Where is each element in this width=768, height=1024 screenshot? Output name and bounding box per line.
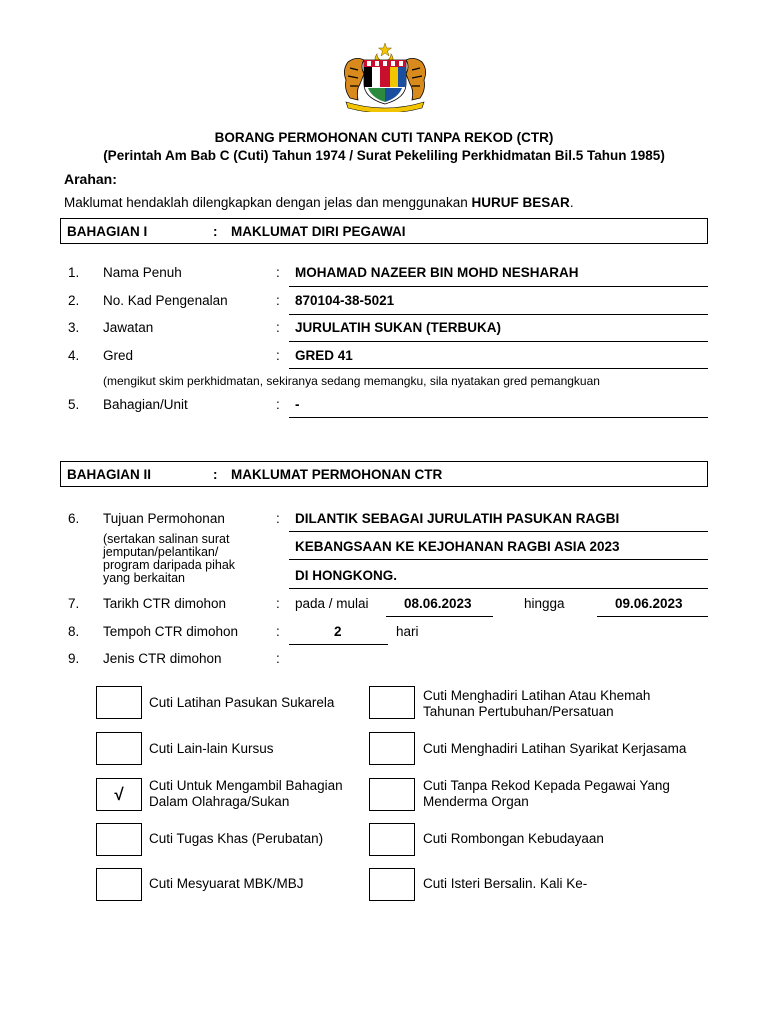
option-checkbox[interactable] <box>96 732 142 765</box>
field-number: 8. <box>68 624 80 639</box>
field-colon: : <box>276 265 280 280</box>
field-label: Nama Penuh <box>103 265 182 280</box>
field-label: Gred <box>103 348 134 363</box>
option-label: Cuti Isteri Bersalin. Kali Ke- <box>423 876 588 891</box>
option-label: Cuti Tanpa Rekod Kepada Pegawai Yang <box>423 778 670 793</box>
option-checkbox[interactable] <box>96 686 142 719</box>
field-colon: : <box>276 293 280 308</box>
option-checkbox[interactable] <box>96 868 142 901</box>
section1-colon: : <box>213 224 218 239</box>
field-colon: : <box>276 596 280 611</box>
option-label: Cuti Untuk Mengambil Bahagian <box>149 778 343 793</box>
option-checkbox[interactable] <box>369 868 415 901</box>
purpose-note-line: jemputan/pelantikan/ <box>103 545 219 559</box>
field-number: 7. <box>68 596 80 611</box>
field-underline <box>289 314 708 315</box>
purpose-value-line[interactable]: DI HONGKONG. <box>295 568 398 583</box>
option-label: Cuti Menghadiri Latihan Syarikat Kerjasama <box>423 741 687 756</box>
date-to-label: hingga <box>524 596 565 611</box>
gred-note: (mengikut skim perkhidmatan, sekiranya sedang memangku, sila nyatakan gred pemangkuan <box>103 374 600 388</box>
form-subtitle: (Perintah Am Bab C (Cuti) Tahun 1974 / Surat Pekeliling Perkhidmatan Bil.5 Tahun 1985) <box>103 148 665 163</box>
field-underline <box>597 616 708 617</box>
field-colon: : <box>276 320 280 335</box>
option-checkbox[interactable] <box>96 823 142 856</box>
purpose-note-line: (sertakan salinan surat <box>103 532 230 546</box>
option-label: Cuti Latihan Pasukan Sukarela <box>149 695 335 710</box>
field-underline <box>289 588 708 589</box>
option-label: Tahunan Pertubuhan/Persatuan <box>423 704 614 719</box>
option-label: Cuti Rombongan Kebudayaan <box>423 831 604 846</box>
no-kad-pengenalan-value[interactable]: 870104-38-5021 <box>295 293 395 308</box>
purpose-value-line[interactable]: DILANTIK SEBAGAI JURULATIH PASUKAN RAGBI <box>295 511 620 526</box>
field-number: 1. <box>68 265 80 280</box>
field-colon: : <box>276 348 280 363</box>
field-underline <box>289 644 388 645</box>
section2-colon: : <box>213 467 218 482</box>
field-colon: : <box>276 397 280 412</box>
option-checkbox[interactable] <box>369 778 415 811</box>
form-title: BORANG PERMOHONAN CUTI TANPA REKOD (CTR) <box>214 130 554 145</box>
field-underline <box>289 559 708 560</box>
field-underline <box>386 616 493 617</box>
instructions-heading: Arahan: <box>64 171 117 187</box>
field-number: 3. <box>68 320 80 335</box>
option-checkbox[interactable] <box>369 823 415 856</box>
option-checkbox-checked[interactable]: √ <box>96 778 142 811</box>
purpose-note-line: program daripada pihak <box>103 558 236 572</box>
field-underline <box>289 531 708 532</box>
field-underline <box>289 417 708 418</box>
instructions-text-prefix: Maklumat hendaklah dilengkapkan dengan jelas dan menggunakan <box>64 195 472 210</box>
section2-label: BAHAGIAN II <box>67 467 151 482</box>
section1-title: MAKLUMAT DIRI PEGAWAI <box>231 224 406 239</box>
option-label: Cuti Tugas Khas (Perubatan) <box>149 831 324 846</box>
field-label: Tujuan Permohonan <box>103 511 225 526</box>
field-label: Tarikh CTR dimohon <box>103 596 227 611</box>
purpose-value-line[interactable]: KEBANGSAAN KE KEJOHANAN RAGBI ASIA 2023 <box>295 539 620 554</box>
instructions-text-suffix: . <box>569 195 574 210</box>
duration-value[interactable]: 2 <box>334 624 342 639</box>
option-checkbox[interactable] <box>369 686 415 719</box>
field-label: Jenis CTR dimohon <box>103 651 222 666</box>
option-label: Cuti Mesyuarat MBK/MBJ <box>149 876 304 891</box>
option-label: Cuti Menghadiri Latihan Atau Khemah <box>423 688 651 703</box>
nama-penuh-value[interactable]: MOHAMAD NAZEER BIN MOHD NESHARAH <box>295 265 579 280</box>
option-label: Cuti Lain-lain Kursus <box>149 741 274 756</box>
date-to-value[interactable]: 09.06.2023 <box>615 596 683 611</box>
duration-unit: hari <box>396 624 419 639</box>
field-label: Bahagian/Unit <box>103 397 188 412</box>
field-colon: : <box>276 511 280 526</box>
field-number: 6. <box>68 511 80 526</box>
field-number: 4. <box>68 348 80 363</box>
section1-label: BAHAGIAN I <box>67 224 148 239</box>
instructions-text <box>64 195 574 210</box>
bahagian-unit-value[interactable]: - <box>295 397 300 412</box>
date-from-label: pada / mulai <box>295 596 369 611</box>
field-colon: : <box>276 624 280 639</box>
option-label: Dalam Olahraga/Sukan <box>149 794 290 809</box>
field-label: Tempoh CTR dimohon <box>103 624 239 639</box>
field-label: No. Kad Pengenalan <box>103 293 228 308</box>
coat-of-arms-emblem <box>336 40 434 112</box>
field-underline <box>289 341 708 342</box>
section2-header <box>60 461 708 487</box>
field-label: Jawatan <box>103 320 154 335</box>
field-underline <box>289 286 708 287</box>
option-label: Menderma Organ <box>423 794 529 809</box>
option-checkbox[interactable] <box>369 732 415 765</box>
instructions-text-bold: HURUF BESAR <box>471 195 570 210</box>
section1-header <box>60 218 708 244</box>
field-number: 5. <box>68 397 80 412</box>
jawatan-value[interactable]: JURULATIH SUKAN (TERBUKA) <box>295 320 501 335</box>
purpose-note-line: yang berkaitan <box>103 571 186 585</box>
gred-value[interactable]: GRED 41 <box>295 348 353 363</box>
field-number: 2. <box>68 293 80 308</box>
section2-title: MAKLUMAT PERMOHONAN CTR <box>231 467 443 482</box>
date-from-value[interactable]: 08.06.2023 <box>404 596 472 611</box>
field-underline <box>289 368 708 369</box>
field-number: 9. <box>68 651 80 666</box>
field-colon: : <box>276 651 280 666</box>
